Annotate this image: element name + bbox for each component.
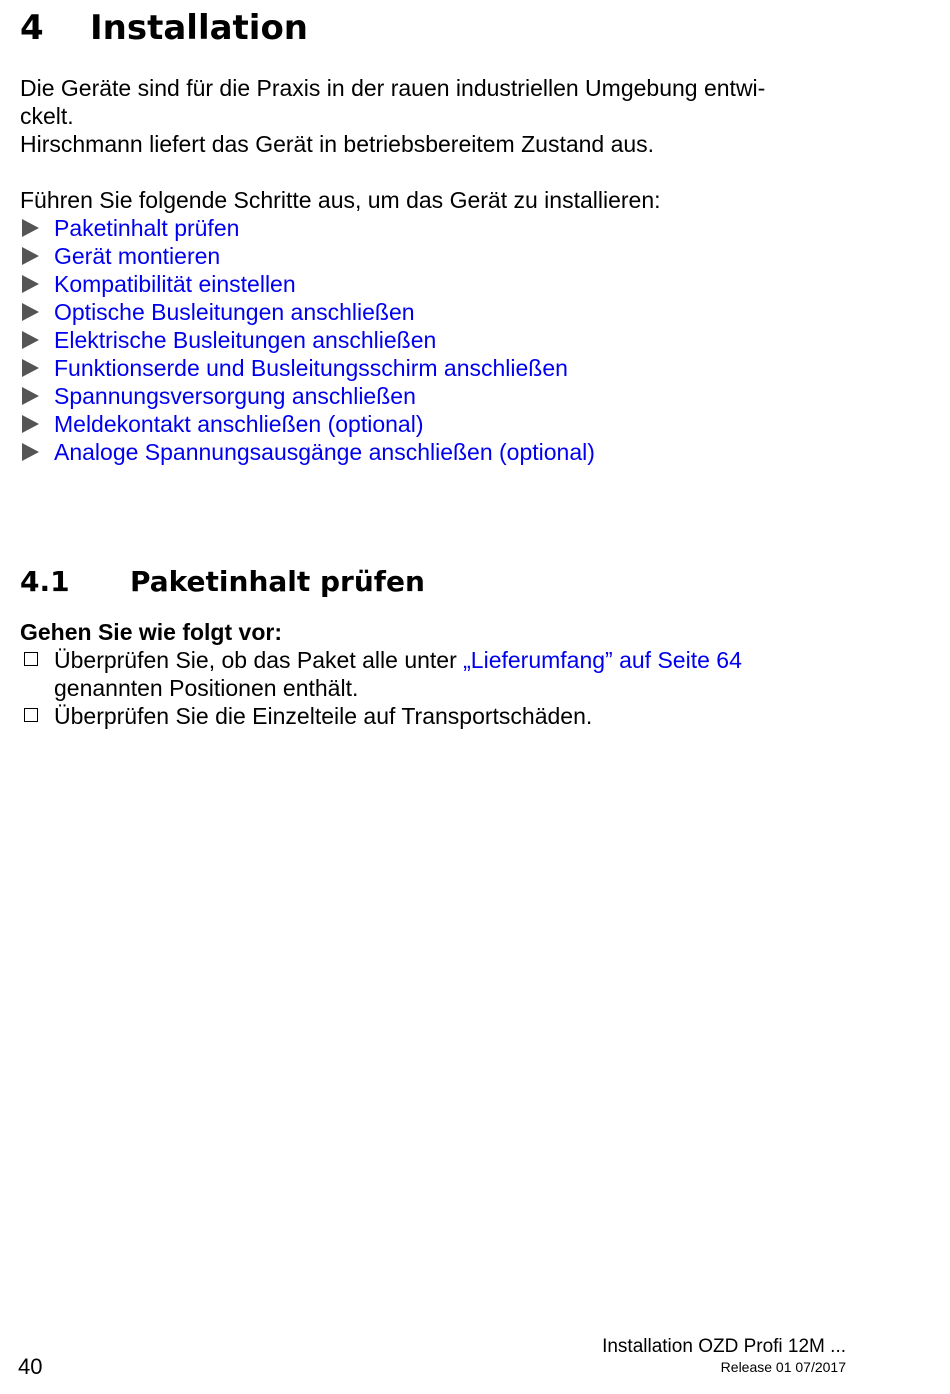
step-item [20,242,595,270]
triangle-bullet-icon [22,387,39,405]
triangle-bullet-icon [22,219,39,237]
step-link[interactable]: Funktionserde und Busleitungsschirm anschließen [54,355,568,381]
triangle-bullet-icon [22,415,39,433]
triangle-bullet-icon [22,247,39,265]
step-link[interactable]: Elektrische Busleitungen anschließen [54,327,437,353]
step-item [20,410,595,438]
section-number: 4.1 [20,565,70,598]
triangle-bullet-icon [22,359,39,377]
step-item [20,438,595,466]
checkbox-icon [24,708,38,722]
chapter-number: 4 [20,8,44,48]
step-item [20,298,595,326]
task-list [20,646,840,730]
step-link[interactable]: Analoge Spannungsausgänge anschließen (optional) [54,439,595,465]
task-item [20,702,840,730]
step-item [20,382,595,410]
step-link[interactable]: Optische Busleitungen anschließen [54,299,415,325]
task-1-continuation: genannten Positionen enthält. [54,675,359,701]
intro-line-3: Hirschmann liefert das Gerät in betriebsbereitem Zustand aus. [20,131,655,157]
step-link[interactable]: Kompatibilität einstellen [54,271,296,297]
footer-doc-title: Installation OZD Profi 12M ... [602,1336,846,1357]
triangle-bullet-icon [22,331,39,349]
triangle-bullet-icon [22,275,39,293]
task-2-text: Überprüfen Sie die Einzelteile auf Transportschäden. [54,703,593,729]
triangle-bullet-icon [22,303,39,321]
page-number: 40 [18,1354,43,1379]
step-item [20,354,595,382]
step-link[interactable]: Meldekontakt anschließen (optional) [54,411,424,437]
intro-line-1: Die Geräte sind für die Praxis in der rauen industriellen Umgebung entwi- [20,75,766,101]
task-1-text: Überprüfen Sie, ob das Paket alle unter [54,647,464,673]
footer-doc-info [602,1336,846,1376]
chapter-title [20,6,308,50]
step-link[interactable]: Paketinhalt prüfen [54,215,240,241]
step-item [20,214,595,242]
intro-text [20,74,840,214]
checkbox-icon [24,652,38,666]
procedure-heading: Gehen Sie wie folgt vor: [20,619,282,645]
section-title-text: Paketinhalt prüfen [130,565,425,598]
steps-lead: Führen Sie folgende Schritte aus, um das Gerät zu installieren: [20,187,661,213]
installation-steps-list [20,214,595,466]
intro-line-2: ckelt. [20,103,74,129]
section-title [20,563,425,601]
paragraph-gap [20,158,840,186]
chapter-title-text: Installation [90,8,309,48]
task-item [20,646,840,702]
step-link[interactable]: Gerät montieren [54,243,221,269]
footer-release: Release 01 07/2017 [720,1359,846,1375]
step-item [20,270,595,298]
triangle-bullet-icon [22,443,39,461]
step-link[interactable]: Spannungsversorgung anschließen [54,383,416,409]
lieferumfang-link[interactable]: „Lieferumfang” auf Seite 64 [463,647,742,673]
step-item [20,326,595,354]
